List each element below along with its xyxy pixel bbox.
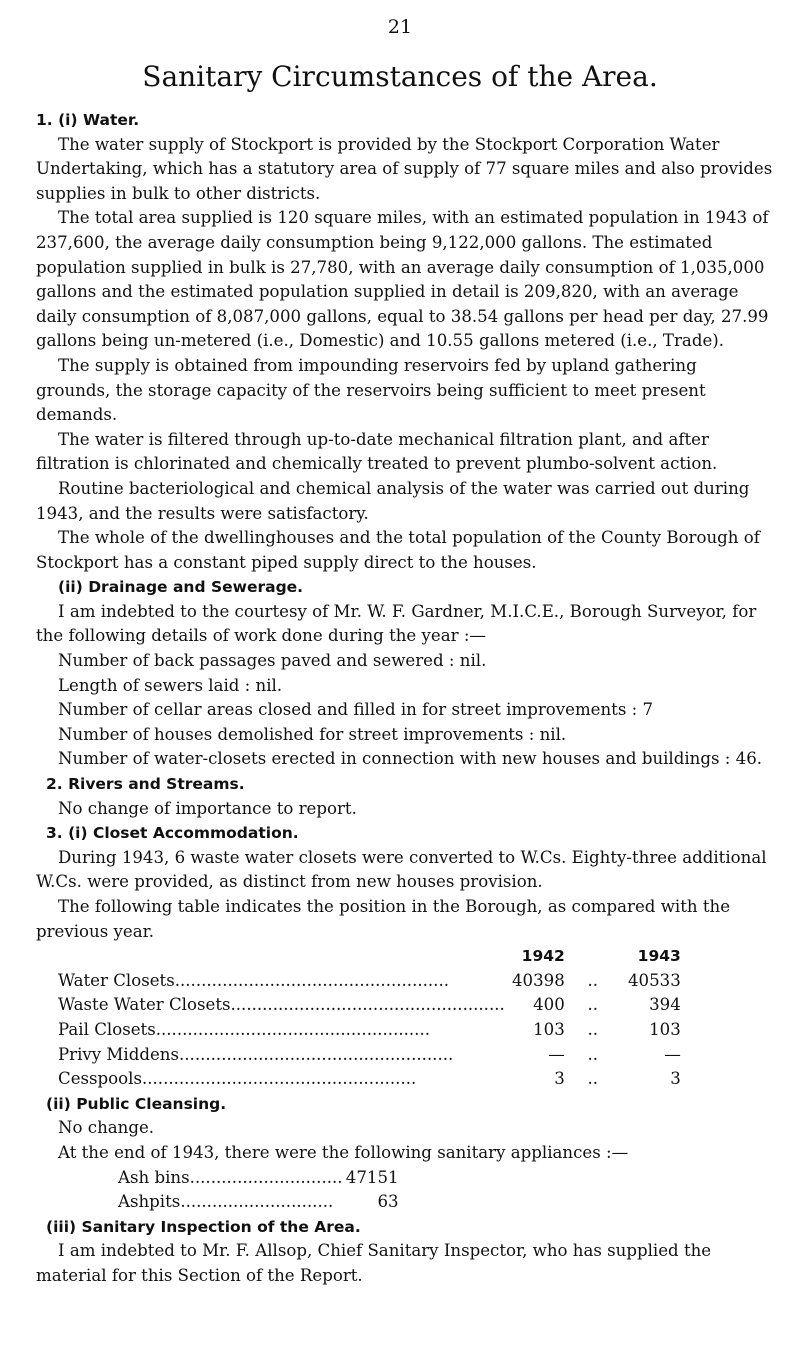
table-row xyxy=(118,1190,399,1215)
paragraph: The water supply of Stockport is provided by the Stockport Corporation Water Undertaking, which has a statutory area of supply of 77 square miles and also provides supplies in bulk to other districts. xyxy=(36,134,773,203)
cell-1942: 103 xyxy=(533,1019,565,1039)
leader-dots: .. xyxy=(587,1069,599,1089)
leader-dots: .. xyxy=(587,1019,599,1039)
cell-1942: — xyxy=(548,1044,565,1064)
cell-1943: — xyxy=(664,1044,681,1064)
cell-1943: 3 xyxy=(670,1069,681,1089)
list-item: Number of houses demolished for street improvements : nil. xyxy=(58,724,567,744)
list-item: Number of water-closets erected in connection with new houses and buildings : 46. xyxy=(58,749,763,769)
table-row xyxy=(58,969,681,994)
section-heading-closets: 3. (i) Closet Accommodation. xyxy=(46,824,299,843)
paragraph: At the end of 1943, there were the following sanitary appliances :— xyxy=(58,1142,629,1162)
row-label: Pail Closets.................................................... xyxy=(58,1019,431,1039)
row-label: Ashpits............................. xyxy=(118,1192,334,1212)
row-label: Cesspools.................................................... xyxy=(58,1069,417,1089)
paragraph: The supply is obtained from impounding reservoirs fed by upland gathering grounds, the storage capacity of the reservoirs being sufficient to meet present demands. xyxy=(36,355,706,425)
section-heading-drainage: (ii) Drainage and Sewerage. xyxy=(58,578,304,597)
row-label: Ash bins............................. xyxy=(118,1167,343,1187)
paragraph: No change. xyxy=(58,1118,155,1138)
section-heading-water: 1. (i) Water. xyxy=(36,111,140,129)
closet-table xyxy=(58,944,681,1092)
column-header-1942: 1942 xyxy=(521,947,565,966)
row-label: Water Closets.................................................... xyxy=(58,970,450,990)
paragraph: Routine bacteriological and chemical analysis of the water was carried out during 1943, and the results were satisfactory. xyxy=(36,478,750,523)
cell-1942: 3 xyxy=(554,1069,565,1089)
row-value: 63 xyxy=(377,1192,399,1212)
cell-1942: 400 xyxy=(533,995,565,1015)
table-header-row xyxy=(58,944,681,969)
paragraph: The whole of the dwellinghouses and the total population of the County Borough of Stockport has a constant piped supply direct to the houses. xyxy=(36,528,760,572)
paragraph: I am indebted to Mr. F. Allsop, Chief Sanitary Inspector, who has supplied the material for this Section of the Report. xyxy=(36,1241,712,1285)
table-row xyxy=(58,1067,681,1092)
row-label: Privy Middens.................................................... xyxy=(58,1044,454,1064)
table-row xyxy=(118,1166,399,1191)
leader-dots: .. xyxy=(587,970,599,990)
list-item: Number of back passages paved and sewered : nil. xyxy=(58,651,487,671)
report-body xyxy=(36,108,776,1289)
page-number: 21 xyxy=(387,16,413,38)
cell-1943: 394 xyxy=(649,995,681,1015)
column-header-1943: 1943 xyxy=(637,947,681,966)
cell-1943: 103 xyxy=(649,1019,681,1039)
table-row xyxy=(58,993,681,1018)
table-row xyxy=(58,1018,681,1043)
page-title: Sanitary Circumstances of the Area. xyxy=(142,60,658,93)
row-value: 47151 xyxy=(345,1167,399,1187)
paragraph: The following table indicates the position in the Borough, as compared with the previous year. xyxy=(36,897,731,941)
table-row xyxy=(58,1043,681,1068)
row-label: Waste Water Closets.................................................... xyxy=(58,995,505,1015)
paragraph: The total area supplied is 120 square miles, with an estimated population in 1943 of 237,600, the average daily consumption being 9,122,000 gallons. The estimated population supplied in bulk is 27,780, with an average daily consumption of 1,035,000 gallons and the estimated population supplied in detail is 209,820, with an average daily consumption of 8,087,000 gallons, equal to 38.54 gallons per head per day, 27.99 gallons being un-metered (i.e., Domestic) and 10.55 gallons metered (i.e., Trade). xyxy=(36,208,769,351)
paragraph: I am indebted to the courtesy of Mr. W. F. Gardner, M.I.C.E., Borough Surveyor, for the following details of work done during the year :— xyxy=(36,601,757,646)
leader-dots: .. xyxy=(587,1044,599,1064)
appliance-table xyxy=(118,1166,399,1215)
paragraph: The water is filtered through up-to-date mechanical filtration plant, and after filtration is chlorinated and chemically treated to prevent plumbo-solvent action. xyxy=(36,429,718,474)
section-heading-cleansing: (ii) Public Cleansing. xyxy=(46,1094,227,1113)
list-item: Length of sewers laid : nil. xyxy=(58,675,283,695)
section-heading-rivers: 2. Rivers and Streams. xyxy=(46,775,245,794)
cell-1943: 40533 xyxy=(628,970,681,990)
cell-1942: 40398 xyxy=(512,970,565,990)
paragraph: No change of importance to report. xyxy=(58,798,357,818)
paragraph: During 1943, 6 waste water closets were converted to W.Cs. Eighty-three additional W.Cs. were provided, as distinct from new houses provision. xyxy=(36,847,767,892)
section-heading-inspection: (iii) Sanitary Inspection of the Area. xyxy=(46,1217,361,1236)
leader-dots: .. xyxy=(587,995,599,1015)
list-item: Number of cellar areas closed and filled in for street improvements : 7 xyxy=(58,700,654,720)
